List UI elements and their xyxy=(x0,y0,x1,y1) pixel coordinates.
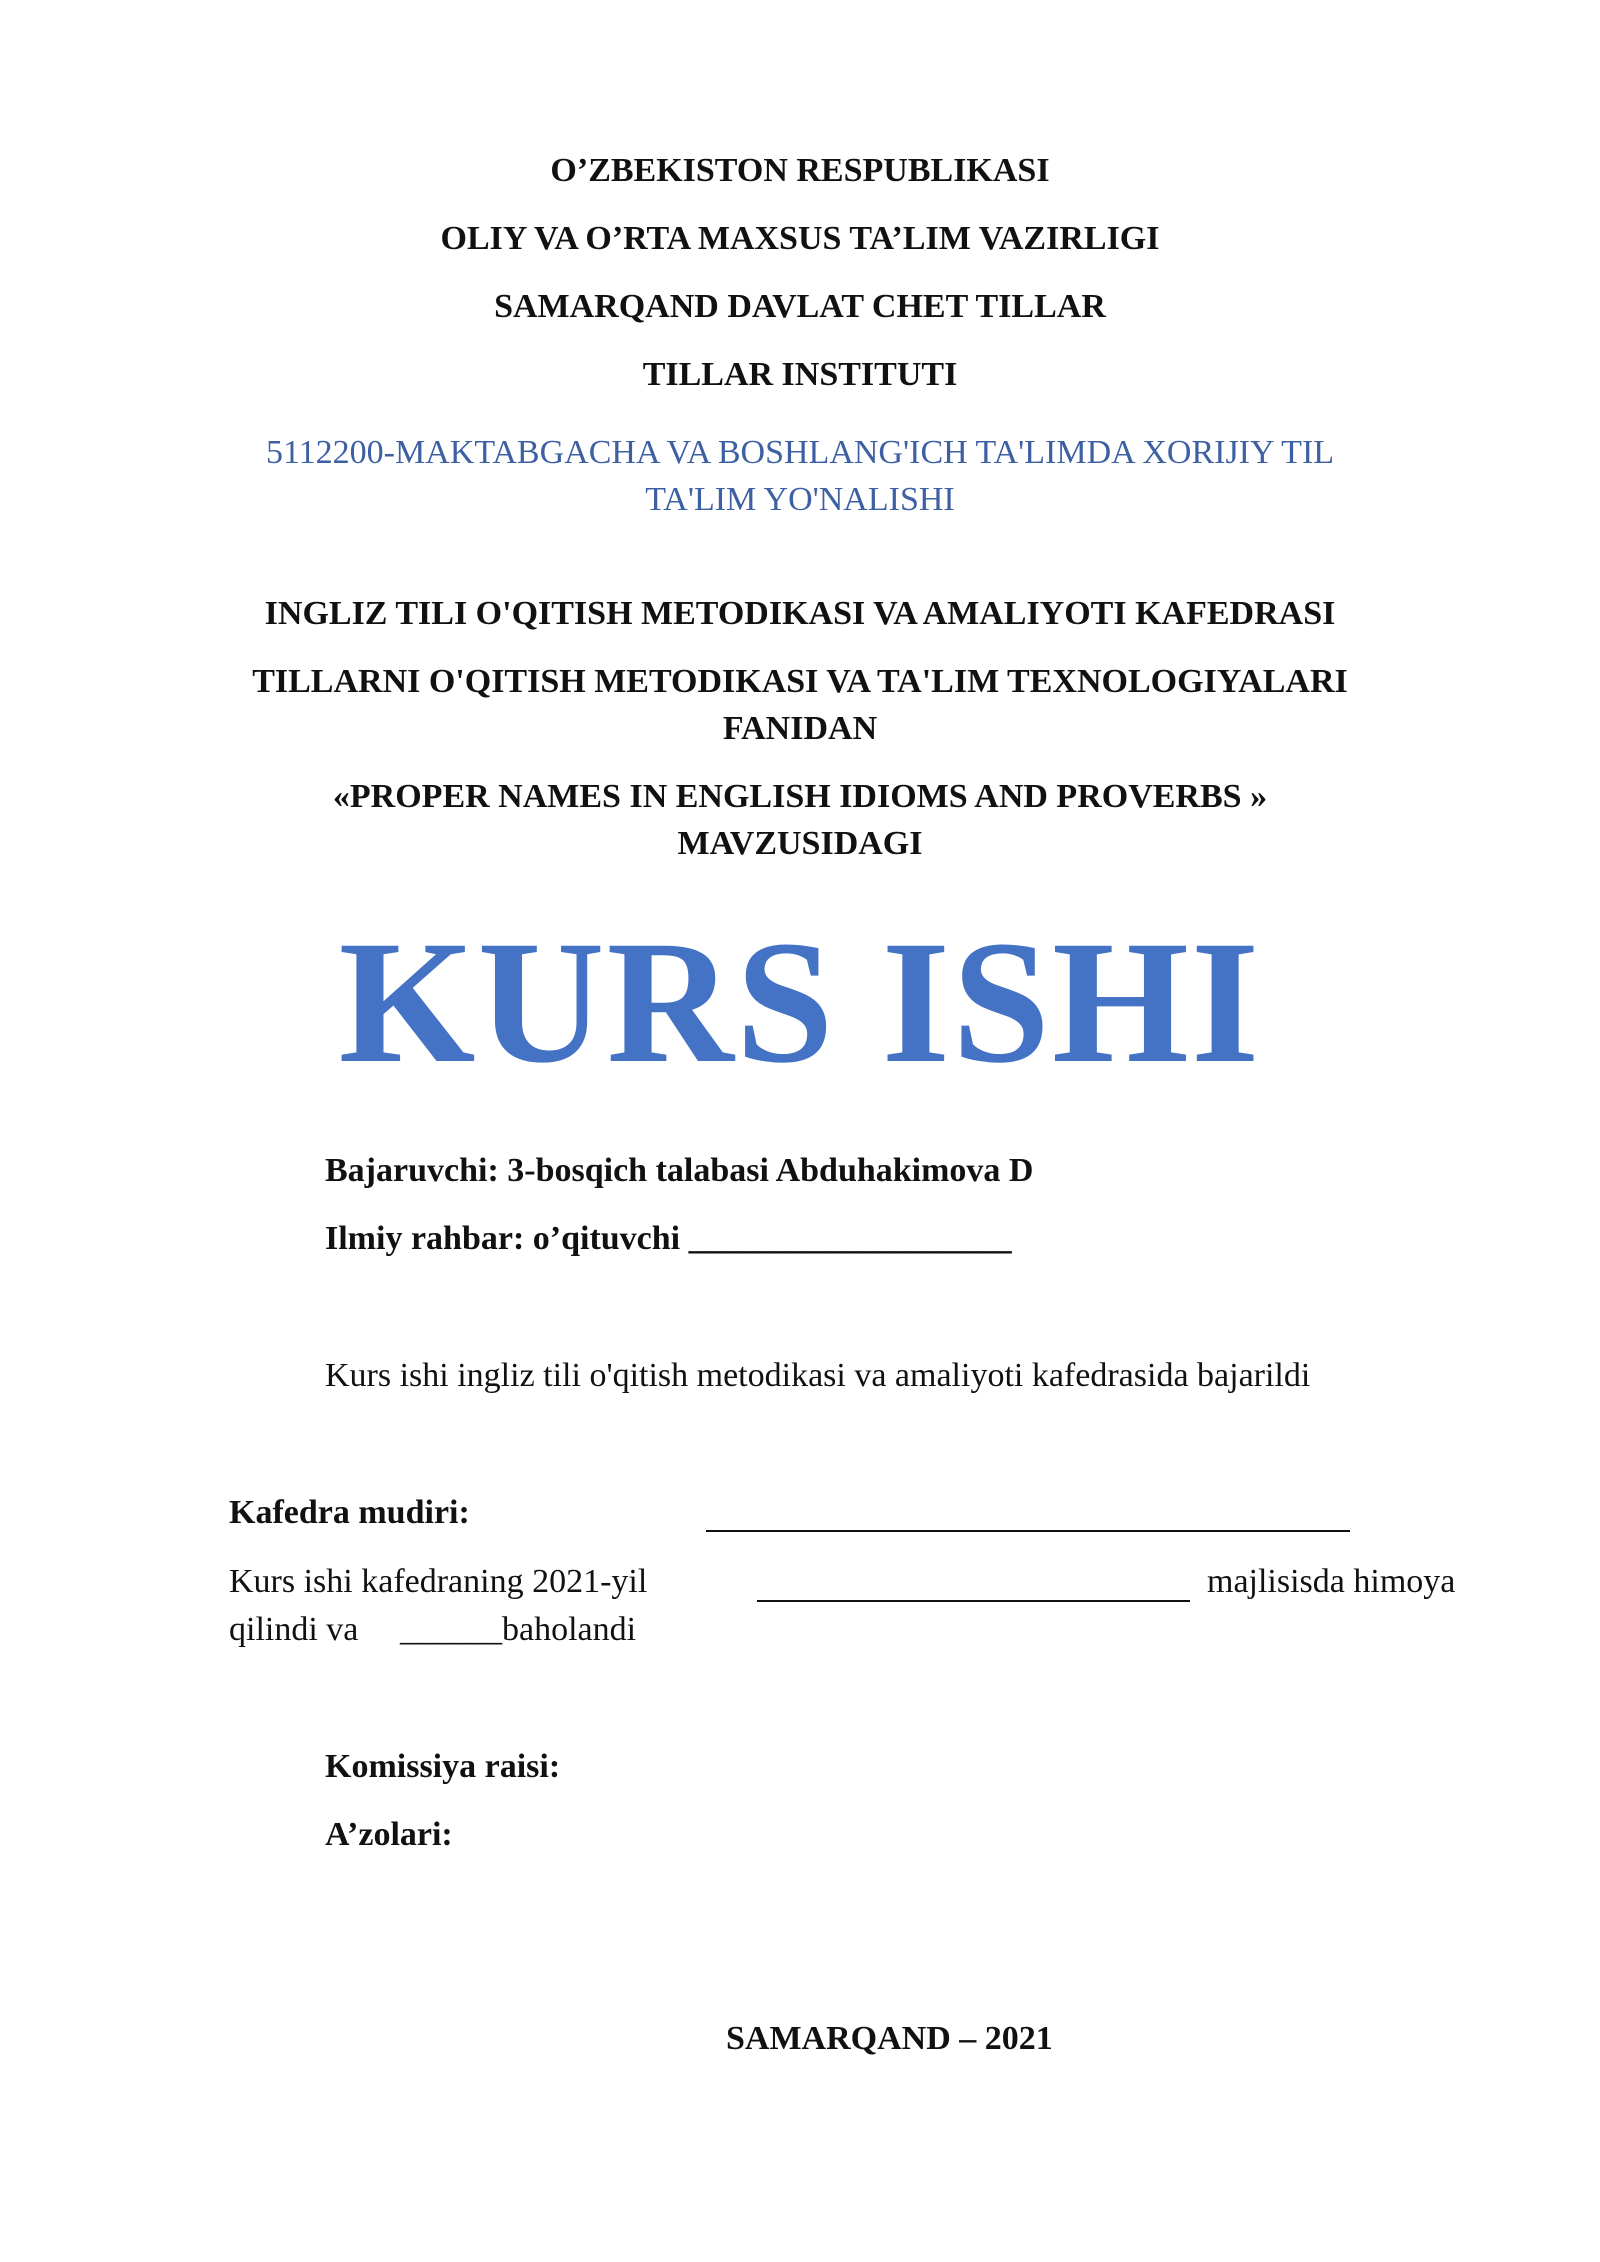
defense-text-part-1: Kurs ishi kafedraning 2021-yil xyxy=(229,1563,648,1600)
direction-line-1: 5112200-MAKTABGACHA VA BOSHLANG'ICH TA'LIMDA XORIJIY TIL xyxy=(265,434,1335,471)
supervisor-line: Ilmiy rahbar: o’qituvchi ___________________ xyxy=(325,1220,1012,1257)
defense-grade-blank: ______baholandi xyxy=(400,1611,637,1648)
institute-header-line-2: TILLAR INSTITUTI xyxy=(642,356,958,393)
completion-note: Kurs ishi ingliz tili o'qitish metodikasi va amaliyoti kafedrasida bajarildi xyxy=(325,1357,1311,1394)
direction-line-2: TA'LIM YO'NALISHI xyxy=(645,481,955,518)
subject-line-2: FANIDAN xyxy=(722,710,878,747)
institute-header-line-1: SAMARQAND DAVLAT CHET TILLAR xyxy=(494,288,1106,325)
city-year-footer: SAMARQAND – 2021 xyxy=(726,2020,1053,2057)
ministry-header-line-2: OLIY VA O’RTA MAXSUS TA’LIM VAZIRLIGI xyxy=(440,220,1160,257)
commission-members-label: A’zolari: xyxy=(325,1816,453,1853)
subject-line-1: TILLARNI O'QITISH METODIKASI VA TA'LIM TEXNOLOGIYALARI xyxy=(252,663,1348,700)
defense-text-part-2: majlisisda himoya xyxy=(1207,1563,1456,1600)
ministry-header-line-1: O’ZBEKISTON RESPUBLIKASI xyxy=(550,152,1050,189)
topic-line-1: «PROPER NAMES IN ENGLISH IDIOMS AND PROVERBS » xyxy=(332,778,1268,815)
topic-line-2: MAVZUSIDAGI xyxy=(677,825,923,862)
defense-text-line-2: qilindi va xyxy=(229,1611,359,1648)
meeting-date-blank xyxy=(757,1600,1190,1602)
document-title: KURS ISHI xyxy=(338,905,1262,1100)
department-title: INGLIZ TILI O'QITISH METODIKASI VA AMALIYOTI KAFEDRASI xyxy=(264,595,1336,632)
commission-chair-label: Komissiya raisi: xyxy=(325,1748,561,1785)
head-of-department-label: Kafedra mudiri: xyxy=(229,1494,470,1531)
performer-line: Bajaruvchi: 3-bosqich talabasi Abduhakimova D xyxy=(325,1152,1034,1189)
head-of-department-signature-line xyxy=(706,1530,1350,1532)
